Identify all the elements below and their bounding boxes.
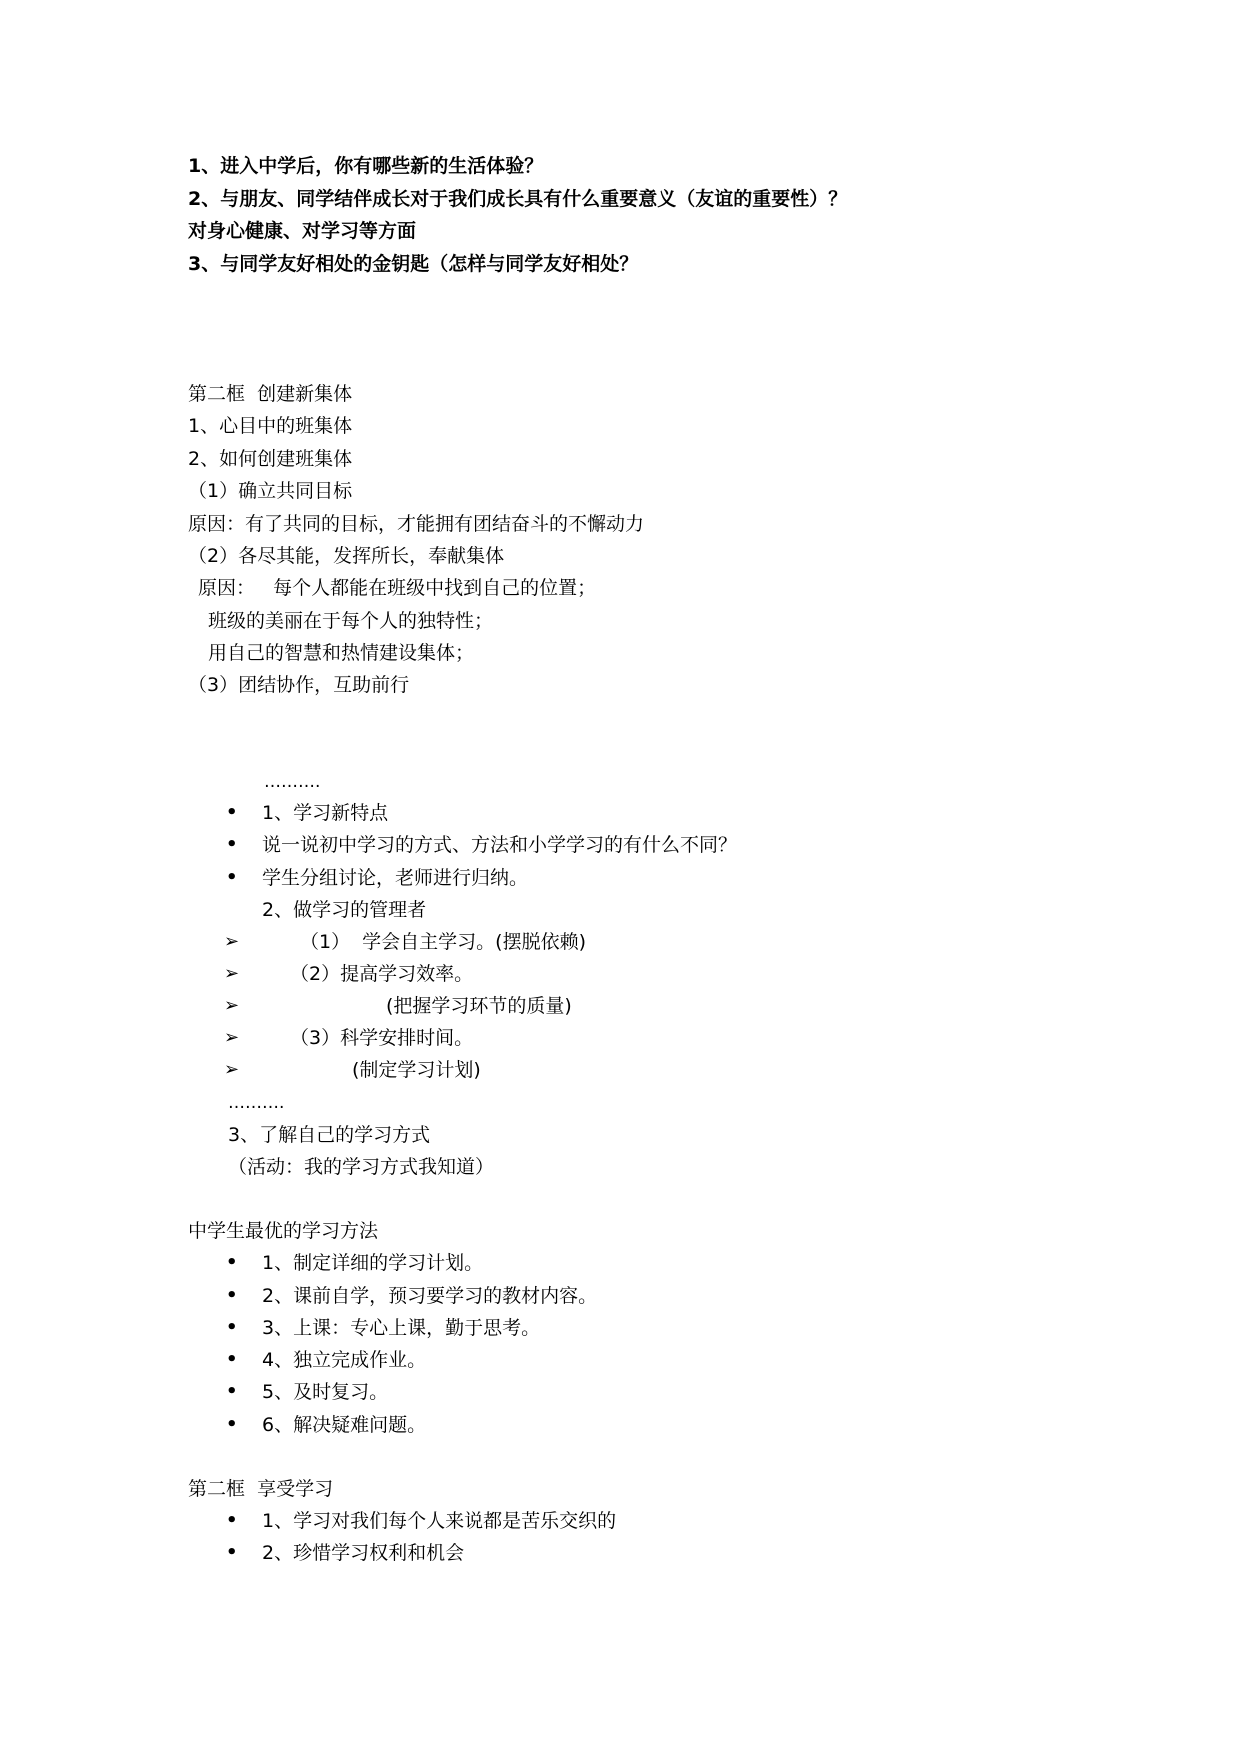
intro-item-3: 3、与同学友好相处的金钥匙（怎样与同学友好相处？ [188, 253, 639, 275]
enjoy-title: 第二框 享受学习 [188, 1478, 334, 1500]
collective-item-3: （1）确立共同目标 [188, 480, 353, 502]
manager-heading: 2、做学习的管理者 [262, 899, 427, 921]
bullet-marker: • [226, 1510, 238, 1531]
arrow-marker: ➢ [224, 931, 240, 952]
intro-item-2: 2、与朋友、同学结伴成长对于我们成长具有什么重要意义（友谊的重要性）？ [188, 188, 848, 210]
collective-item-4: 原因：有了共同的目标，才能拥有团结奋斗的不懈动力 [188, 513, 645, 535]
manager-item-2-note: (把握学习环节的质量) [386, 995, 572, 1017]
arrow-marker: ➢ [224, 963, 240, 984]
collective-item-2: 2、如何创建班集体 [188, 448, 353, 470]
dots-top: ………. [264, 772, 321, 792]
bullet-marker: • [226, 1542, 238, 1563]
bullet-marker: • [226, 1252, 238, 1273]
bullet-marker: • [226, 1414, 238, 1435]
bullet-marker: • [226, 834, 238, 855]
arrow-marker: ➢ [224, 1059, 240, 1080]
learning-bullet-3: 学生分组讨论，老师进行归纳。 [262, 867, 529, 889]
collective-item-6: 原因： 每个人都能在班级中找到自己的位置； [198, 577, 597, 599]
learning-bullet-2: 说一说初中学习的方式、方法和小学学习的有什么不同？ [262, 834, 738, 856]
style-activity: （活动：我的学习方式我知道） [228, 1156, 495, 1178]
methods-item-6: 6、解决疑难问题。 [262, 1414, 427, 1436]
methods-title: 中学生最优的学习方法 [188, 1220, 379, 1242]
collective-item-8: 用自己的智慧和热情建设集体； [208, 642, 475, 664]
bullet-marker: • [226, 1349, 238, 1370]
collective-item-7: 班级的美丽在于每个人的独特性； [208, 610, 494, 632]
intro-item-2-note: 对身心健康、对学习等方面 [188, 220, 417, 242]
methods-item-4: 4、独立完成作业。 [262, 1349, 427, 1371]
enjoy-item-1: 1、学习对我们每个人来说都是苦乐交织的 [262, 1510, 617, 1532]
manager-item-3: （3）科学安排时间。 [290, 1027, 474, 1049]
manager-item-1: （1） 学会自主学习。(摆脱依赖) [300, 931, 586, 953]
bullet-marker: • [226, 1381, 238, 1402]
methods-item-3: 3、上课：专心上课，勤于思考。 [262, 1317, 541, 1339]
arrow-marker: ➢ [224, 995, 240, 1016]
bullet-marker: • [226, 802, 238, 823]
collective-item-9: （3）团结协作，互助前行 [188, 674, 410, 696]
manager-item-3-note: (制定学习计划) [352, 1059, 481, 1081]
intro-item-1: 1、进入中学后，你有哪些新的生活体验？ [188, 155, 544, 177]
collective-item-5: （2）各尽其能，发挥所长，奉献集体 [188, 545, 505, 567]
dots-bottom: ………. [228, 1093, 285, 1113]
bullet-marker: • [226, 867, 238, 888]
manager-item-2: （2）提高学习效率。 [290, 963, 474, 985]
bullet-marker: • [226, 1317, 238, 1338]
learning-bullet-1: 1、学习新特点 [262, 802, 389, 824]
style-heading: 3、了解自己的学习方式 [228, 1124, 431, 1146]
collective-item-1: 1、心目中的班集体 [188, 415, 353, 437]
collective-title: 第二框 创建新集体 [188, 383, 353, 405]
enjoy-item-2: 2、珍惜学习权利和机会 [262, 1542, 465, 1564]
methods-item-1: 1、制定详细的学习计划。 [262, 1252, 484, 1274]
bullet-marker: • [226, 1285, 238, 1306]
arrow-marker: ➢ [224, 1027, 240, 1048]
methods-item-2: 2、课前自学，预习要学习的教材内容。 [262, 1285, 598, 1307]
methods-item-5: 5、及时复习。 [262, 1381, 389, 1403]
